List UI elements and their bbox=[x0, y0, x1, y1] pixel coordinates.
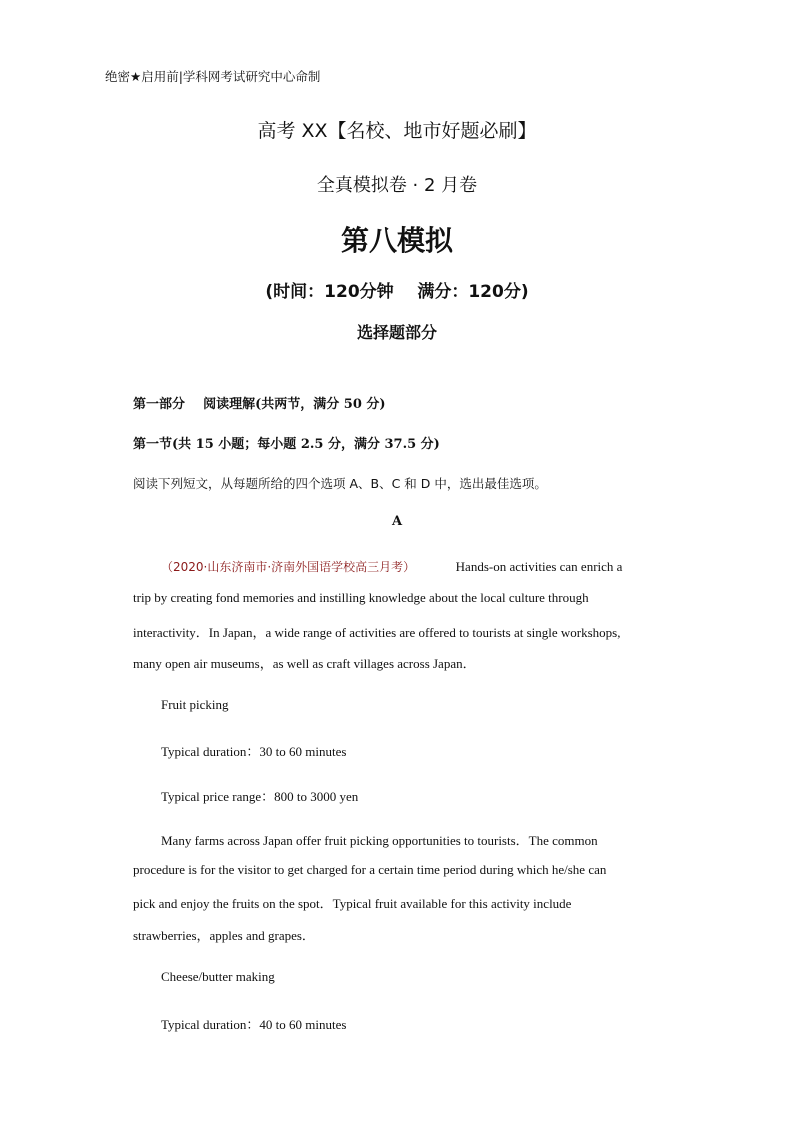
reading-instruction: 阅读下列短文，从每题所给的四个选项 A、B、C 和 D 中，选出最佳选项。 bbox=[133, 476, 547, 491]
exam-title-line1: 高考 XX【名校、地市好题必刷】 bbox=[257, 120, 537, 142]
exam-watermark: 绝密★启用前|学科网考试研究中心命制 bbox=[105, 69, 321, 84]
passage-opening: Hands-on activities can enrich a bbox=[455, 559, 623, 574]
section-heading: 选择题部分 bbox=[356, 323, 437, 342]
exam-main-title: 第八模拟 bbox=[340, 224, 453, 257]
exam-title-line2: 全真模拟卷 · 2 月卷 bbox=[316, 175, 478, 196]
paragraph-line: procedure is for the visitor to get charged for a certain time period during which he/she can bbox=[133, 862, 607, 877]
passage-letter: A bbox=[391, 514, 403, 529]
paragraph-line: Many farms across Japan offer fruit picking opportunities to tourists．The common bbox=[161, 833, 598, 848]
paragraph-line: many open air museums，as well as craft villages across Japan． bbox=[133, 656, 476, 671]
paragraph-line: interactivity．In Japan，a wide range of activities are offered to tourists at single workshops, bbox=[133, 625, 621, 640]
paragraph-line: trip by creating fond memories and instilling knowledge about the local culture through bbox=[133, 590, 589, 605]
activity-duration: Typical duration：40 to 60 minutes bbox=[161, 1017, 347, 1032]
paragraph-line: pick and enjoy the fruits on the spot．Typical fruit available for this activity include bbox=[133, 896, 572, 911]
time-and-score: (时间：120分钟 满分：120分) bbox=[265, 282, 529, 302]
part1-heading: 第一部分 阅读理解(共两节，满分 50 分) bbox=[133, 397, 386, 412]
activity-duration: Typical duration：30 to 60 minutes bbox=[161, 744, 347, 759]
activity-title: Cheese/butter making bbox=[161, 969, 275, 984]
activity-price: Typical price range：800 to 3000 yen bbox=[161, 789, 359, 804]
passage-source: （2020·山东济南市·济南外国语学校高三月考） bbox=[161, 560, 416, 574]
activity-title: Fruit picking bbox=[161, 697, 229, 712]
part1-section1-heading: 第一节(共 15 小题；每小题 2.5 分，满分 37.5 分) bbox=[133, 437, 440, 452]
passage-first-line bbox=[161, 558, 622, 575]
paragraph-line: strawberries，apples and grapes． bbox=[133, 928, 315, 943]
